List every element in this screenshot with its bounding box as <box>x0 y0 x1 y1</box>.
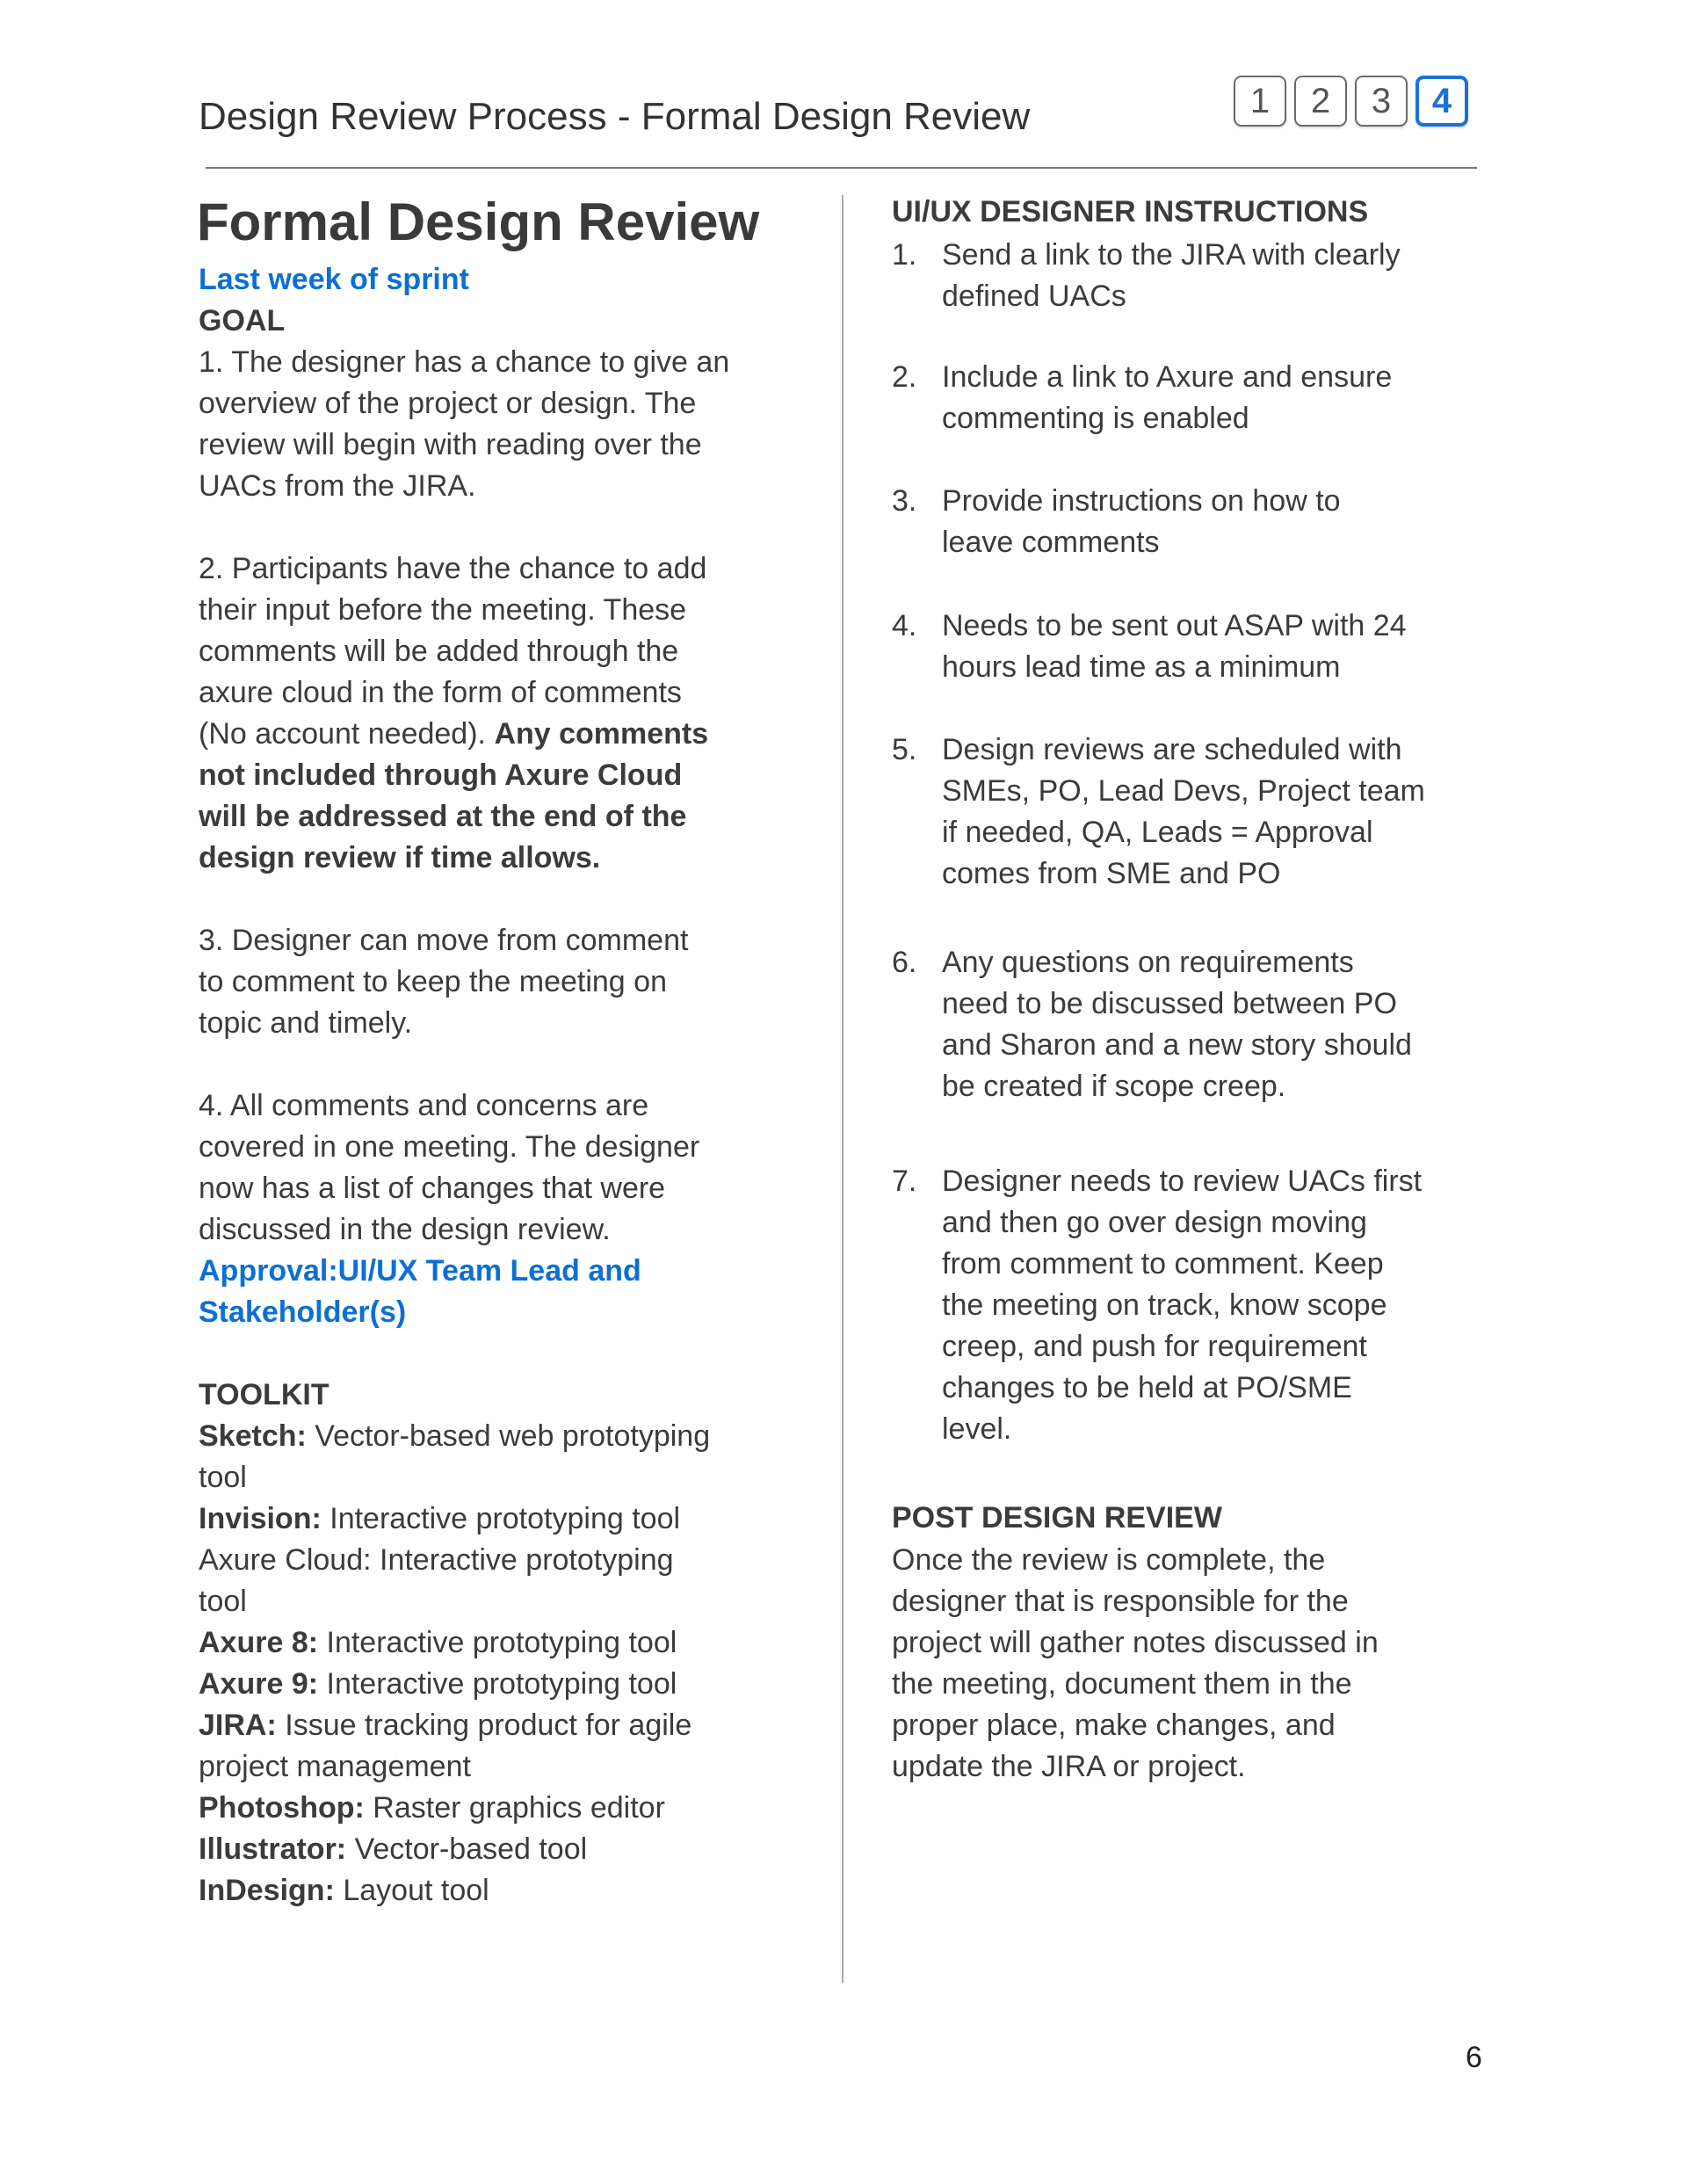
text-line: and then go over design moving <box>942 1206 1367 1239</box>
text-run: Any comments <box>494 717 709 751</box>
text-line <box>199 424 729 466</box>
text-run: Last week of sprint <box>199 263 469 296</box>
item-number: 6. <box>892 946 917 979</box>
text-run: Interactive prototyping tool <box>318 1667 677 1701</box>
text-line <box>199 590 729 631</box>
text-run: covered in one meeting. The designer <box>199 1130 700 1164</box>
text-line <box>199 631 729 672</box>
text-run: Interactive prototyping tool <box>321 1502 681 1535</box>
text-run: Axure 8: <box>199 1626 319 1659</box>
text-line <box>199 838 729 879</box>
text-run: 4. All comments and concerns are <box>199 1089 649 1122</box>
text-run: 3. Designer can move from comment <box>199 924 689 957</box>
item-number: 3. <box>892 484 917 518</box>
text-line: Once the review is complete, the <box>892 1543 1326 1577</box>
text-run: design review if time allows. <box>199 841 601 874</box>
text-line <box>199 1003 729 1044</box>
text-run: InDesign: <box>199 1874 335 1907</box>
text-line <box>199 1457 729 1498</box>
text-run: Issue tracking product for agile <box>276 1709 692 1742</box>
text-run: not included through Axure Cloud <box>199 758 683 792</box>
text-line <box>199 961 729 1003</box>
text-line <box>199 1333 729 1375</box>
text-line <box>199 796 729 838</box>
step-1: 1 <box>1234 76 1286 127</box>
text-run: review will begin with reading over the <box>199 428 702 461</box>
item-text <box>942 357 1392 439</box>
text-run: 1. The designer has a chance to give an <box>199 345 730 379</box>
text-run: Photoshop: <box>199 1791 365 1825</box>
text-line <box>199 507 729 548</box>
page-heading: Formal Design Review <box>197 192 760 251</box>
text-line <box>199 1292 729 1333</box>
step-2: 2 <box>1294 76 1347 127</box>
text-run: Vector-based web prototyping <box>306 1419 711 1453</box>
text-line <box>199 920 729 961</box>
text-line: hours lead time as a minimum <box>942 650 1341 684</box>
text-line: update the JIRA or project. <box>892 1750 1246 1783</box>
item-number: 2. <box>892 360 917 394</box>
text-run: Axure 9: <box>199 1667 319 1701</box>
text-line <box>199 342 729 383</box>
text-run: UACs from the JIRA. <box>199 469 476 503</box>
text-line <box>199 879 729 920</box>
text-line <box>199 1127 729 1168</box>
text-line: Design reviews are scheduled with <box>942 733 1402 766</box>
text-line <box>199 1498 729 1540</box>
item-number: 4. <box>892 609 917 642</box>
text-run: (No account needed). <box>199 717 495 751</box>
text-line <box>199 755 729 796</box>
text-run: JIRA: <box>199 1709 277 1742</box>
text-run: topic and timely. <box>199 1006 413 1040</box>
text-run: 2. Participants have the chance to add <box>199 552 707 585</box>
text-line: changes to be held at PO/SME <box>942 1371 1352 1404</box>
text-line <box>199 1705 729 1746</box>
text-run: their input before the meeting. These <box>199 593 687 627</box>
text-line: creep, and push for requirement <box>942 1330 1367 1363</box>
step-indicator <box>1234 76 1468 127</box>
text-run: Interactive prototyping tool <box>318 1626 677 1659</box>
text-line: comes from SME and PO <box>942 857 1281 890</box>
text-line: level. <box>942 1412 1012 1446</box>
left-column <box>199 259 729 1912</box>
text-run: GOAL <box>199 304 286 337</box>
page-number: 6 <box>1466 2041 1482 2074</box>
item-number: 5. <box>892 733 917 766</box>
text-line: be created if scope creep. <box>942 1070 1286 1103</box>
text-run: Stakeholder(s) <box>199 1295 407 1329</box>
text-line <box>199 1209 729 1251</box>
text-run: Axure Cloud: Interactive prototyping <box>199 1543 674 1577</box>
text-line: commenting is enabled <box>942 402 1249 435</box>
text-line: Any questions on requirements <box>942 946 1354 979</box>
text-run: overview of the project or design. The <box>199 387 697 420</box>
item-number: 1. <box>892 238 917 272</box>
text-line: leave comments <box>942 526 1160 559</box>
item-text <box>942 235 1401 317</box>
text-run: Illustrator: <box>199 1832 347 1866</box>
text-run: Vector-based tool <box>346 1832 588 1866</box>
post-review-heading: POST DESIGN REVIEW <box>892 1501 1222 1535</box>
text-line: designer that is responsible for the <box>892 1585 1349 1618</box>
text-line: defined UACs <box>942 279 1126 313</box>
text-run: discussed in the design review. <box>199 1213 611 1246</box>
text-run: to comment to keep the meeting on <box>199 965 667 998</box>
text-line: the meeting on track, know scope <box>942 1288 1387 1322</box>
text-line: Needs to be sent out ASAP with 24 <box>942 609 1407 642</box>
post-review-text <box>892 1540 1379 1788</box>
text-line: Send a link to the JIRA with clearly <box>942 238 1401 272</box>
item-text <box>942 606 1407 688</box>
item-text <box>942 481 1341 563</box>
item-text <box>942 729 1425 895</box>
text-line: the meeting, document them in the <box>892 1667 1352 1701</box>
text-run: TOOLKIT <box>199 1378 329 1411</box>
text-line <box>199 1829 729 1870</box>
step-4-active: 4 <box>1415 76 1468 127</box>
step-3: 3 <box>1355 76 1408 127</box>
item-number: 7. <box>892 1165 917 1198</box>
text-line <box>199 1664 729 1705</box>
header-divider <box>206 167 1477 169</box>
text-line: Provide instructions on how to <box>942 484 1341 518</box>
text-line: Designer needs to review UACs first <box>942 1165 1423 1198</box>
text-line: proper place, make changes, and <box>892 1709 1336 1742</box>
text-line <box>199 1044 729 1085</box>
text-run: now has a list of changes that were <box>199 1172 666 1205</box>
text-line: from comment to comment. Keep <box>942 1247 1384 1281</box>
text-line: and Sharon and a new story should <box>942 1028 1412 1062</box>
text-run: Invision: <box>199 1502 322 1535</box>
text-run: Approval:UI/UX Team Lead and <box>199 1254 641 1288</box>
text-run: tool <box>199 1585 247 1618</box>
text-line: if needed, QA, Leads = Approval <box>942 816 1373 849</box>
text-line <box>199 1251 729 1292</box>
text-run: project management <box>199 1750 471 1783</box>
text-line <box>199 1168 729 1209</box>
text-line <box>199 1085 729 1127</box>
column-divider <box>842 195 844 1983</box>
instructions-heading: UI/UX DESIGNER INSTRUCTIONS <box>892 195 1369 229</box>
text-run: comments will be added through the <box>199 635 679 668</box>
text-line: need to be discussed between PO <box>942 987 1397 1020</box>
text-run: will be addressed at the end of the <box>199 800 687 833</box>
text-line <box>199 466 729 507</box>
text-line <box>199 1622 729 1664</box>
text-run: tool <box>199 1461 247 1494</box>
text-line <box>199 1416 729 1457</box>
text-line: SMEs, PO, Lead Devs, Project team <box>942 774 1425 808</box>
text-line <box>199 383 729 424</box>
text-run: Raster graphics editor <box>364 1791 665 1825</box>
text-line <box>199 301 729 342</box>
text-line: project will gather notes discussed in <box>892 1626 1379 1659</box>
text-line <box>199 1870 729 1912</box>
text-line <box>199 259 729 301</box>
text-line <box>199 1581 729 1622</box>
text-line <box>199 1540 729 1581</box>
text-run: Sketch: <box>199 1419 307 1453</box>
text-run: axure cloud in the form of comments <box>199 676 682 709</box>
text-line <box>199 1788 729 1829</box>
item-text <box>942 942 1412 1107</box>
text-line <box>199 1375 729 1416</box>
text-line: Include a link to Axure and ensure <box>942 360 1393 394</box>
text-line <box>199 714 729 755</box>
text-line <box>199 1746 729 1788</box>
text-line <box>199 672 729 714</box>
item-text <box>942 1161 1422 1450</box>
text-run: Layout tool <box>334 1874 489 1907</box>
document-title: Design Review Process - Formal Design Review <box>199 95 1031 138</box>
text-line <box>199 548 729 590</box>
